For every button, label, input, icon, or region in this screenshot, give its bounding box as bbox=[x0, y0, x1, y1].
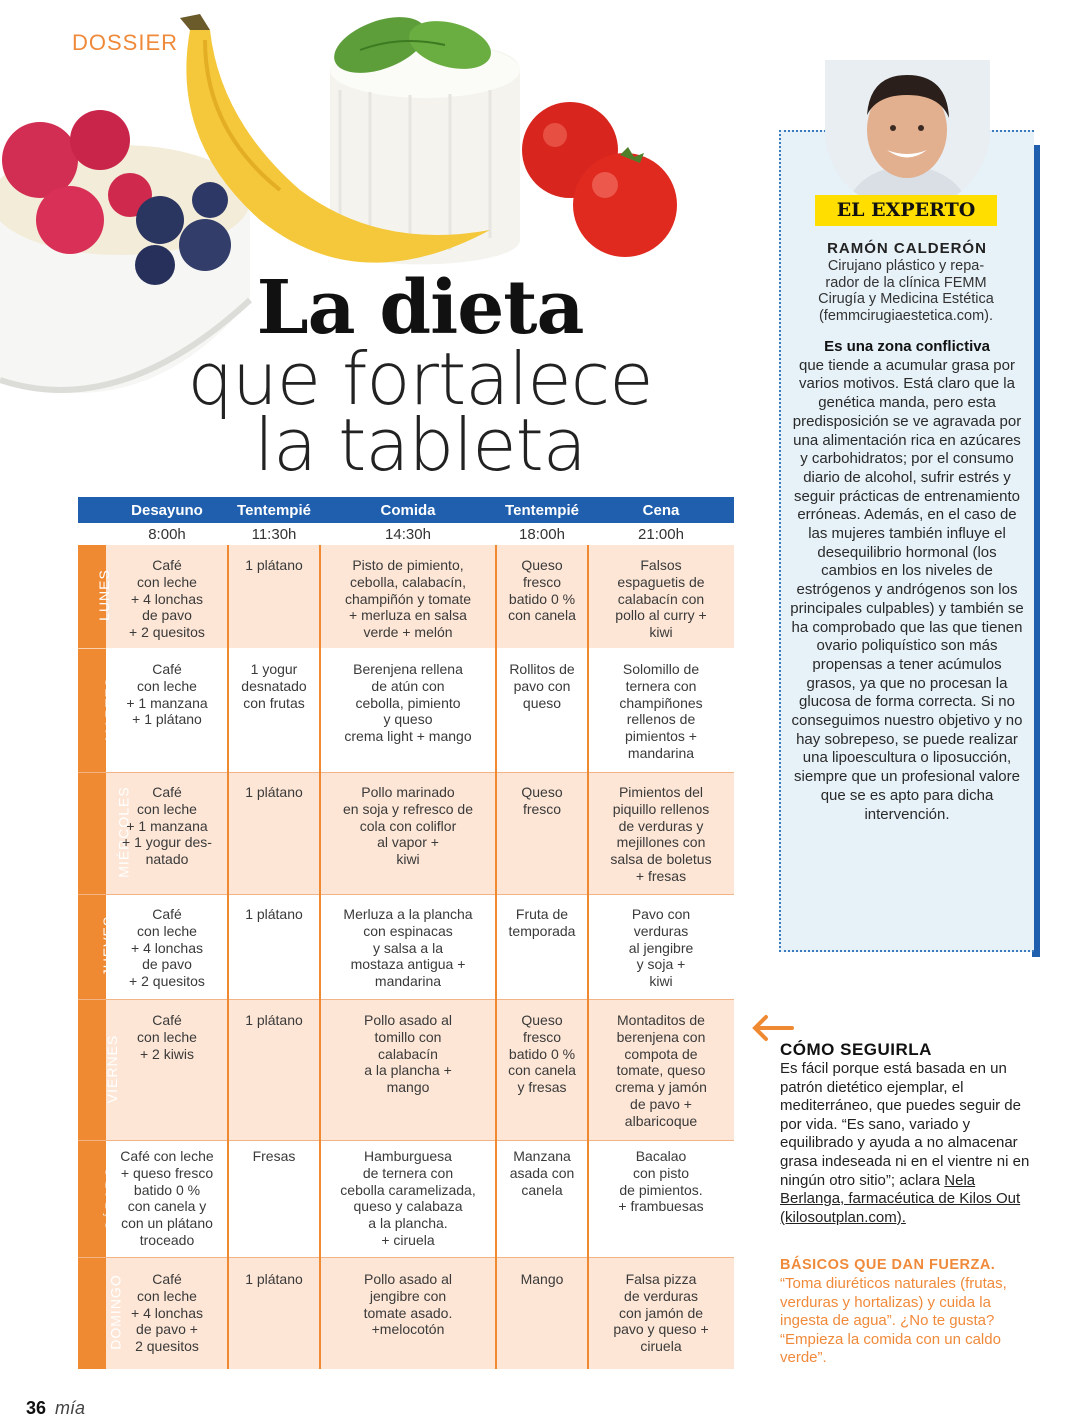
arrow-left-icon bbox=[752, 1014, 794, 1042]
section-label: DOSSIER bbox=[72, 30, 179, 55]
table-cell: Fresas bbox=[252, 1148, 296, 1164]
table-cell: 1 plátano bbox=[245, 784, 303, 800]
time-cell: 8:00h bbox=[148, 526, 186, 543]
day-label: VIERNES bbox=[104, 1034, 121, 1104]
table-cell: Manzana asada con canela bbox=[509, 1148, 575, 1198]
table-cell: 1 yogur desnatado con frutas bbox=[241, 661, 307, 711]
table-cell: Café con leche + 1 manzana + 1 yogur des- natado bbox=[122, 784, 212, 868]
page-footer bbox=[26, 1398, 85, 1419]
expert-text bbox=[790, 338, 1024, 824]
expert-name: RAMÓN CALDERÓN bbox=[827, 240, 987, 257]
day-label: LUNES bbox=[95, 569, 112, 621]
table-cell: Café con leche + queso fresco batido 0 % con canela y con un plátano troceado bbox=[120, 1148, 214, 1248]
time-cell: 21:00h bbox=[638, 526, 684, 543]
table-cell: Merluza a la plancha con espinacas y salsa a la mostaza antigua + mandarina bbox=[343, 906, 473, 990]
table-cell: Bacalao con pisto de pimientos. + frambuesas bbox=[618, 1148, 704, 1215]
day-label: MIÉRCOLES bbox=[115, 786, 132, 878]
title-line-1: La dieta bbox=[256, 265, 584, 351]
row-divider bbox=[78, 894, 734, 895]
table-cell: Café con leche + 4 lonchas de pavo + 2 quesitos bbox=[129, 906, 205, 990]
time-cell: 18:00h bbox=[519, 526, 565, 543]
table-cell: Queso fresco batido 0 % con canela bbox=[508, 557, 576, 624]
expert-photo bbox=[825, 60, 990, 210]
table-cell: Fruta de temporada bbox=[508, 906, 576, 939]
column-header: Desayuno bbox=[131, 502, 203, 519]
table-cell: Pollo asado al tomillo con calabacín a la plancha + mango bbox=[364, 1012, 452, 1096]
row-divider bbox=[78, 648, 734, 649]
follow-text bbox=[780, 1060, 1030, 1227]
table-cell: Queso fresco batido 0 % con canela y fresas bbox=[508, 1012, 576, 1096]
row-divider bbox=[78, 1257, 734, 1258]
title-line-3: la tableta bbox=[254, 403, 586, 487]
follow-source: Nela Berlanga, farmacéutica de Kilos Out (kilosoutplan.com). bbox=[780, 1171, 1021, 1226]
row-divider bbox=[78, 772, 734, 773]
day-label: SÁBADO bbox=[102, 1165, 119, 1231]
expert-portrait bbox=[825, 60, 990, 210]
basics-title: BÁSICOS QUE DAN FUERZA. bbox=[780, 1257, 996, 1273]
day-label: DOMINGO bbox=[107, 1274, 124, 1350]
table-cell: Café con leche + 4 lonchas de pavo + 2 quesitos bbox=[131, 1271, 203, 1355]
table-cell: Café con leche + 1 manzana + 1 plátano bbox=[126, 661, 208, 728]
table-cell: 1 plátano bbox=[245, 1012, 303, 1028]
table-cell: Montaditos de berenjena con compota de tomate, queso crema y jamón de pavo + albaricoque bbox=[615, 1012, 707, 1129]
expert-body: que tiende a acumular grasa por varios motivos. Está claro que la genética manda, pero esta predisposición se ve agravada por una alimentación rica en azúcares y carbohidratos; por el consumo diario de alcohol, sufrir estrés y seguir prácticas de entrenamiento erróneas. Además, en el caso de las mujeres también influye el desequilibrio hormonal (los cambios en los niveles de estrógenos y andrógenos son los principales culpables) y también se ha comprobado que las que tienen ovario poliquístico son más propensas a tener acúmulos grasos, ya que no procesan la glucosa de forma correcta. Si no conseguimos nuestro objetivo y no hay sobrepeso, se puede realizar una lipoescultura o liposucción, siempre que un profesional valore que se es apto para dicha intervención. bbox=[790, 356, 1024, 823]
table-cell: 1 plátano bbox=[245, 906, 303, 922]
table-cell: 1 plátano bbox=[245, 557, 303, 573]
table-header bbox=[78, 497, 734, 523]
table-cell: Falsa pizza de verduras con jamón de pavo y queso + ciruela bbox=[613, 1271, 709, 1355]
expert-tag: EL EXPERTO bbox=[815, 195, 997, 226]
follow-title: CÓMO SEGUIRLA bbox=[780, 1040, 932, 1059]
title-line-2: que fortalece bbox=[187, 337, 653, 421]
follow-body: Es fácil porque está basada en un patrón dietético ejemplar, el mediterráneo, que puedes seguir de por vida. “Es sano, variado y equilibrado y ayuda a no almacenar grasa indeseada ni en el vientre ni en ningún otro sitio”; aclara bbox=[780, 1060, 1030, 1189]
time-cell: 14:30h bbox=[385, 526, 431, 543]
table-cell: Mango bbox=[520, 1271, 564, 1287]
page-title bbox=[160, 265, 680, 487]
table-cell: Pisto de pimiento, cebolla, calabacín, champiñón y tomate + merluza en salsa verde + melón bbox=[344, 557, 472, 641]
column-header: Tentempié bbox=[237, 502, 311, 519]
expert-lead: Es una zona conflictiva bbox=[824, 338, 990, 355]
day-label: MARTES bbox=[102, 676, 119, 742]
table-cell: Hamburguesa de ternera con cebolla caramelizada, queso y calabaza a la plancha. + ciruela bbox=[340, 1148, 476, 1248]
day-label: JUEVES bbox=[100, 915, 117, 977]
page-number: 36 bbox=[26, 1398, 47, 1418]
row-divider bbox=[78, 999, 734, 1000]
column-header: Cena bbox=[642, 502, 680, 519]
table-cell: Café con leche + 4 lonchas de pavo + 2 quesitos bbox=[129, 557, 205, 641]
time-cell: 11:30h bbox=[251, 526, 297, 543]
table-cell: Falsos espaguetis de calabacín con pollo al curry + kiwi bbox=[615, 557, 707, 641]
table-cell: Queso fresco bbox=[521, 784, 563, 817]
table-cell: Pollo marinado en soja y refresco de cola con coliflor al vapor + kiwi bbox=[343, 784, 473, 868]
table-cell: Pimientos del piquillo rellenos de verduras y mejillones con salsa de boletus + fresas bbox=[610, 784, 712, 884]
table-cell: Pavo con verduras al jengibre y soja + kiwi bbox=[628, 906, 694, 990]
table-cell: 1 plátano bbox=[245, 1271, 303, 1287]
table-cell: Pollo asado al jengibre con tomate asado. +melocotón bbox=[363, 1271, 453, 1338]
diet-table bbox=[78, 497, 734, 1369]
basics-text: “Toma diuréticos naturales (frutas, verduras y hortalizas) y cuida la ingesta de agua”. ¿No te gusta? “Empieza la comida con un caldo verde”. bbox=[780, 1275, 1007, 1367]
table-cell: Berenjena rellena de atún con cebolla, pimiento y queso crema light + mango bbox=[344, 661, 472, 745]
column-header: Comida bbox=[380, 502, 436, 519]
table-cell: Solomillo de ternera con champiñones rellenos de pimientos + mandarina bbox=[619, 661, 703, 761]
table-cell: Café con leche + 2 kiwis bbox=[137, 1012, 197, 1062]
column-header: Tentempié bbox=[505, 502, 579, 519]
expert-role: Cirujano plástico y repa- rador de la clínica FEMM Cirugía y Medicina Estética (femmcirugiaestetica.com). bbox=[818, 258, 994, 324]
magazine-name: mía bbox=[55, 1398, 86, 1418]
table-cell: Rollitos de pavo con queso bbox=[509, 661, 575, 711]
